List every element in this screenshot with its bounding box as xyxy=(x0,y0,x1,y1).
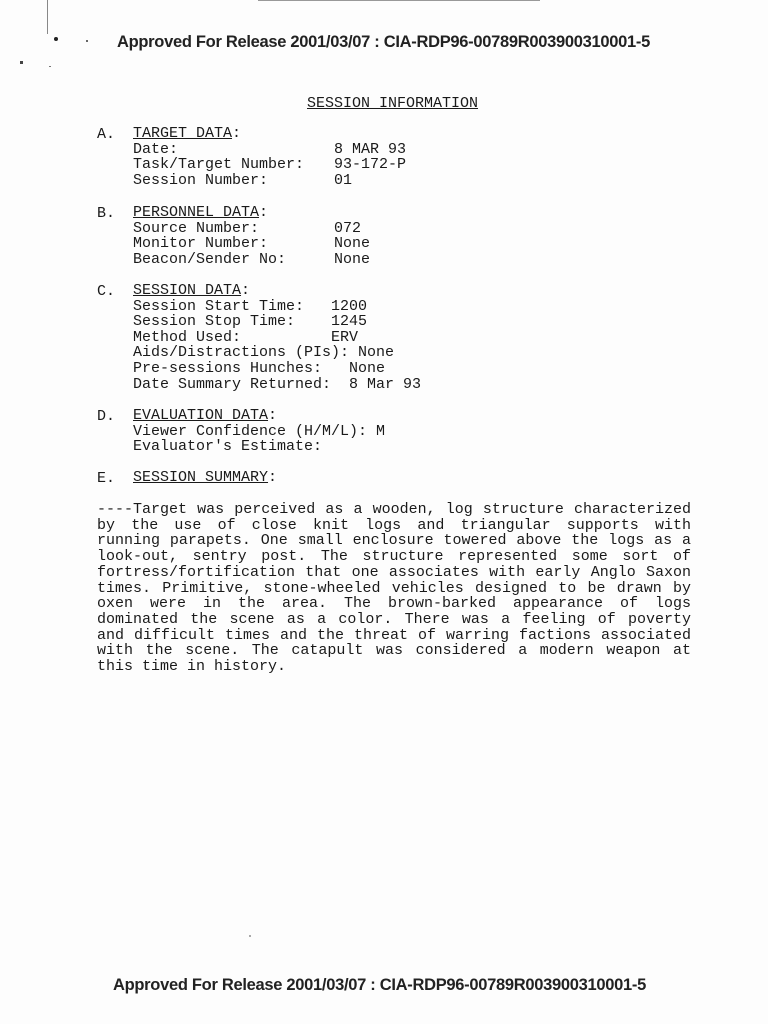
section-letter: C. xyxy=(97,283,116,300)
session-summary-text: ----Target was perceived as a wooden, log structure characterized by the use of close knit logs and triangular supports with running parapets. One small enclosure towered above the logs as a look-out, sentry post. The structure represented some sort of fortress/fortification that one associates with early Anglo Saxon times. Primitive, stone-wheeled vehicles designed to be drawn by oxen were in the area. The brown-barked appearance of logs dominated the scene as a color. There was a feeling of poverty and difficult times and the threat of warring factions associated with the scene. The catapult was considered a modern weapon at this time in history. xyxy=(97,501,691,676)
release-stamp-top: Approved For Release 2001/03/07 : CIA-RDP96-00789R003900310001-5 xyxy=(117,33,650,51)
page-title: SESSION INFORMATION xyxy=(307,95,479,112)
section-heading: SESSION DATA: xyxy=(133,282,251,299)
field-row xyxy=(133,173,406,189)
field-row xyxy=(133,252,370,268)
field-value: 8 MAR 93 xyxy=(334,140,407,158)
field-label: Source Number: xyxy=(133,219,260,237)
field-label: Task/Target Number: xyxy=(133,156,305,174)
release-stamp-bottom: Approved For Release 2001/03/07 : CIA-RDP96-00789R003900310001-5 xyxy=(113,976,646,994)
scan-artifact-top-edge xyxy=(258,0,540,1)
scan-artifact-dot xyxy=(20,61,23,64)
field-row xyxy=(133,142,406,158)
field-row: Session Stop Time: 1245 xyxy=(133,313,368,331)
section-heading: TARGET DATA: xyxy=(133,125,242,142)
field-label: Monitor Number: xyxy=(133,235,269,253)
scan-artifact-dot xyxy=(249,935,251,937)
field-row: Session Start Time: 1200 xyxy=(133,297,368,315)
field-row: Method Used: ERV xyxy=(133,328,359,346)
field-row xyxy=(133,221,370,237)
field-value: 93-172-P xyxy=(334,156,407,174)
scan-artifact-dot xyxy=(49,66,51,67)
field-label: Session Number: xyxy=(133,171,269,189)
field-row xyxy=(133,157,406,173)
scan-artifact-line xyxy=(47,0,48,34)
section-letter: E. xyxy=(97,470,116,487)
section-letter: B. xyxy=(97,205,116,222)
field-label: Date: xyxy=(133,140,179,158)
section-heading: EVALUATION DATA: xyxy=(133,407,278,424)
field-row xyxy=(133,236,370,252)
section-letter: A. xyxy=(97,126,116,143)
field-value: None xyxy=(334,235,371,253)
field-row: Viewer Confidence (H/M/L): M xyxy=(133,422,386,440)
field-value: None xyxy=(334,250,371,268)
section-heading: PERSONNEL DATA: xyxy=(133,204,269,221)
field-label: Beacon/Sender No: xyxy=(133,250,287,268)
field-row: Pre-sessions Hunches: None xyxy=(133,359,386,377)
field-value: 01 xyxy=(334,171,353,189)
field-value: 072 xyxy=(334,219,362,237)
field-row: Date Summary Returned: 8 Mar 93 xyxy=(133,375,422,393)
section-letter: D. xyxy=(97,408,116,425)
section-heading: SESSION SUMMARY: xyxy=(133,469,278,486)
field-row: Aids/Distractions (PIs): None xyxy=(133,344,395,362)
field-row: Evaluator's Estimate: xyxy=(133,438,323,456)
